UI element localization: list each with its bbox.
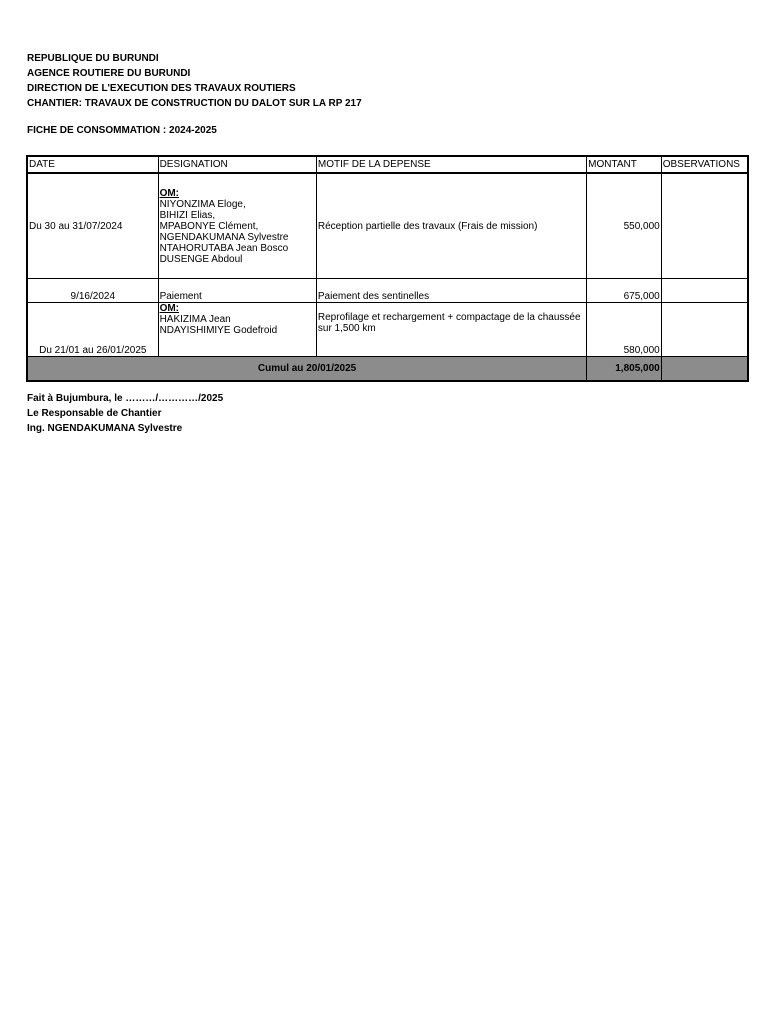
header-agency: AGENCE ROUTIERE DU BURUNDI: [27, 68, 191, 79]
document-footer: [27, 391, 223, 436]
total-label[interactable]: Cumul au 20/01/2025: [27, 357, 587, 382]
designation-line: NIYONZIMA Eloge,: [159, 198, 246, 210]
cell-designation[interactable]: Paiement: [158, 279, 316, 303]
cell-montant[interactable]: 580,000: [587, 303, 662, 357]
cell-motif[interactable]: Reprofilage et rechargement + compactage de la chaussée sur 1,500 km: [316, 303, 586, 357]
om-label: OM:: [159, 303, 180, 314]
footer-role: Le Responsable de Chantier: [27, 408, 162, 419]
footer-signatory: Ing. NGENDAKUMANA Sylvestre: [27, 423, 183, 434]
footer-place-date: Fait à Bujumbura, le ………/…………/2025: [27, 393, 224, 404]
designation-line: DUSENGE Abdoul: [159, 253, 243, 265]
total-observations[interactable]: [661, 357, 748, 382]
om-label: OM:: [159, 187, 180, 199]
cell-designation[interactable]: [158, 173, 316, 279]
header-country: REPUBLIQUE DU BURUNDI: [27, 53, 159, 64]
total-value[interactable]: 1,805,000: [587, 357, 662, 382]
table-row: [27, 173, 748, 279]
cell-designation[interactable]: [158, 303, 316, 357]
cell-observations[interactable]: [661, 279, 748, 303]
col-header-designation[interactable]: DESIGNATION: [158, 156, 316, 173]
fiche-title: FICHE DE CONSOMMATION : 2024-2025: [27, 125, 217, 136]
col-header-montant[interactable]: MONTANT: [587, 156, 662, 173]
header-chantier: CHANTIER: TRAVAUX DE CONSTRUCTION DU DALOT SUR LA RP 217: [27, 98, 362, 109]
designation-line: BIHIZI Elias,: [159, 209, 216, 221]
designation-line: NGENDAKUMANA Sylvestre: [159, 231, 289, 243]
designation-line: HAKIZIMA Jean: [159, 314, 231, 325]
consumption-table: [26, 155, 749, 382]
col-header-date[interactable]: DATE: [27, 156, 158, 173]
table-row: [27, 303, 748, 357]
col-header-motif[interactable]: MOTIF DE LA DEPENSE: [316, 156, 586, 173]
cell-observations[interactable]: [661, 173, 748, 279]
cell-observations[interactable]: [661, 303, 748, 357]
header-direction: DIRECTION DE L'EXECUTION DES TRAVAUX ROUTIERS: [27, 83, 296, 94]
designation-line: NDAYISHIMIYE Godefroid: [159, 325, 278, 336]
cell-date[interactable]: 9/16/2024: [27, 279, 158, 303]
document-header: [27, 51, 362, 111]
cell-motif[interactable]: Paiement des sentinelles: [316, 279, 586, 303]
col-header-observations[interactable]: OBSERVATIONS: [661, 156, 748, 173]
cell-motif[interactable]: Réception partielle des travaux (Frais de mission): [316, 173, 586, 279]
designation-line: MPABONYE Clément,: [159, 220, 259, 232]
cell-montant[interactable]: 675,000: [587, 279, 662, 303]
cell-date[interactable]: Du 30 au 31/07/2024: [27, 173, 158, 279]
table-row: [27, 279, 748, 303]
cell-date[interactable]: Du 21/01 au 26/01/2025: [27, 303, 158, 357]
total-row: [27, 357, 748, 382]
cell-montant[interactable]: 550,000: [587, 173, 662, 279]
table-header-row: [27, 156, 748, 173]
designation-line: NTAHORUTABA Jean Bosco: [159, 242, 289, 254]
